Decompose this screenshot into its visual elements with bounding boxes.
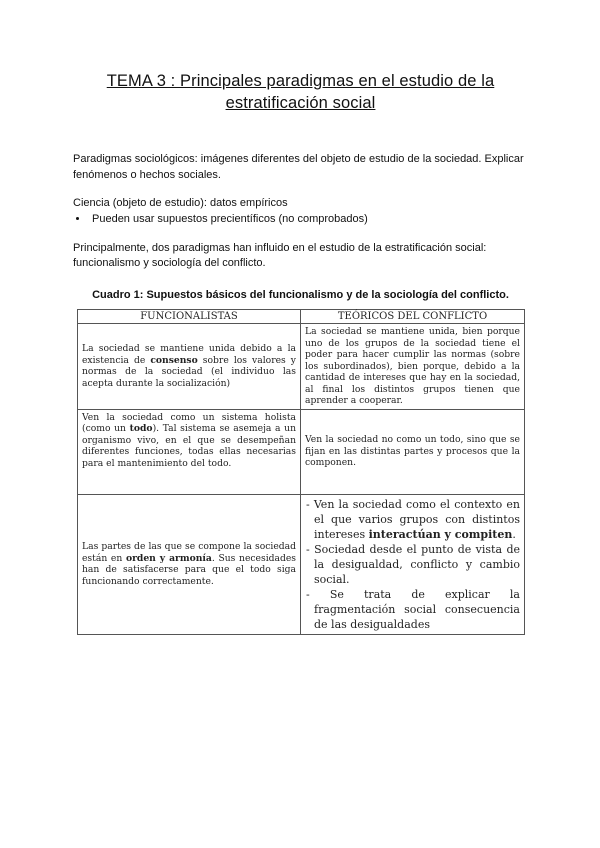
table-row bbox=[78, 324, 525, 410]
document-page bbox=[73, 70, 528, 635]
paragraph-ciencia: Ciencia (objeto de estudio): datos empíricos bbox=[73, 197, 288, 209]
header-funcionalistas: FUNCIONALISTAS bbox=[78, 309, 301, 324]
bullet-item: • Pueden usar supuestos precientíficos (no comprobados) bbox=[89, 212, 528, 227]
paragraph-principalmente: Principalmente, dos paradigmas han influido en el estudio de la estratificación social: funcionalismo y sociología del conflicto. bbox=[73, 241, 487, 269]
table-row bbox=[78, 494, 525, 634]
title-line-2: estratificación social bbox=[225, 94, 376, 112]
list-item: - Ven la sociedad como el contexto en el que varios grupos con distintos intereses interactúan y compiten. bbox=[305, 497, 520, 542]
comparison-table bbox=[77, 309, 525, 635]
table-row bbox=[78, 409, 525, 494]
cell-conflicto: Ven la sociedad no como un todo, sino que se fijan en las distintas partes y procesos que la componen. bbox=[301, 409, 525, 494]
table-caption: Cuadro 1: Supuestos básicos del funcionalismo y de la sociología del conflicto. bbox=[92, 288, 509, 301]
paragraph-paradigmas: Paradigmas sociológicos: imágenes diferentes del objeto de estudio de la sociedad. Explicar fenómenos o hechos sociales. bbox=[73, 153, 524, 181]
bullet-list bbox=[73, 212, 528, 227]
cell-funcionalistas: La sociedad se mantiene unida debido a la existencia de consenso sobre los valores y normas de la sociedad (el individuo las acepta durante la socialización) bbox=[78, 324, 301, 410]
cell-funcionalistas: Las partes de las que se compone la sociedad están en orden y armonía. Sus necesidades han de satisfacerse para que el todo siga funcionando correctamente. bbox=[78, 494, 301, 634]
conflict-points-list bbox=[305, 497, 520, 632]
table-header-row bbox=[78, 309, 525, 324]
cell-conflicto: La sociedad se mantiene unida, bien porque uno de los grupos de la sociedad tiene el poder para hacer cumplir las normas (sobre los subordinados), bien porque, debido a la cantidad de intereses que hay en la sociedad, al final los distintos grupos tienen que aprender a cooperar. bbox=[301, 324, 525, 410]
title-line-1: TEMA 3 : Principales paradigmas en el estudio de la bbox=[106, 72, 495, 90]
header-teoricos-conflicto: TEÓRICOS DEL CONFLICTO bbox=[301, 309, 525, 324]
list-item: - Sociedad desde el punto de vista de la desigualdad, conflicto y cambio social. bbox=[305, 542, 520, 587]
cell-conflicto bbox=[301, 494, 525, 634]
cell-funcionalistas: Ven la sociedad como un sistema holista (como un todo). Tal sistema se asemeja a un organismo vivo, en el que se desempeñan diferentes funciones, todas ellas necesarias para el mantenimiento del todo. bbox=[78, 409, 301, 494]
list-item: - Se trata de explicar la fragmentación social consecuencia de las desigualdades bbox=[305, 587, 520, 632]
page-title bbox=[73, 70, 528, 114]
